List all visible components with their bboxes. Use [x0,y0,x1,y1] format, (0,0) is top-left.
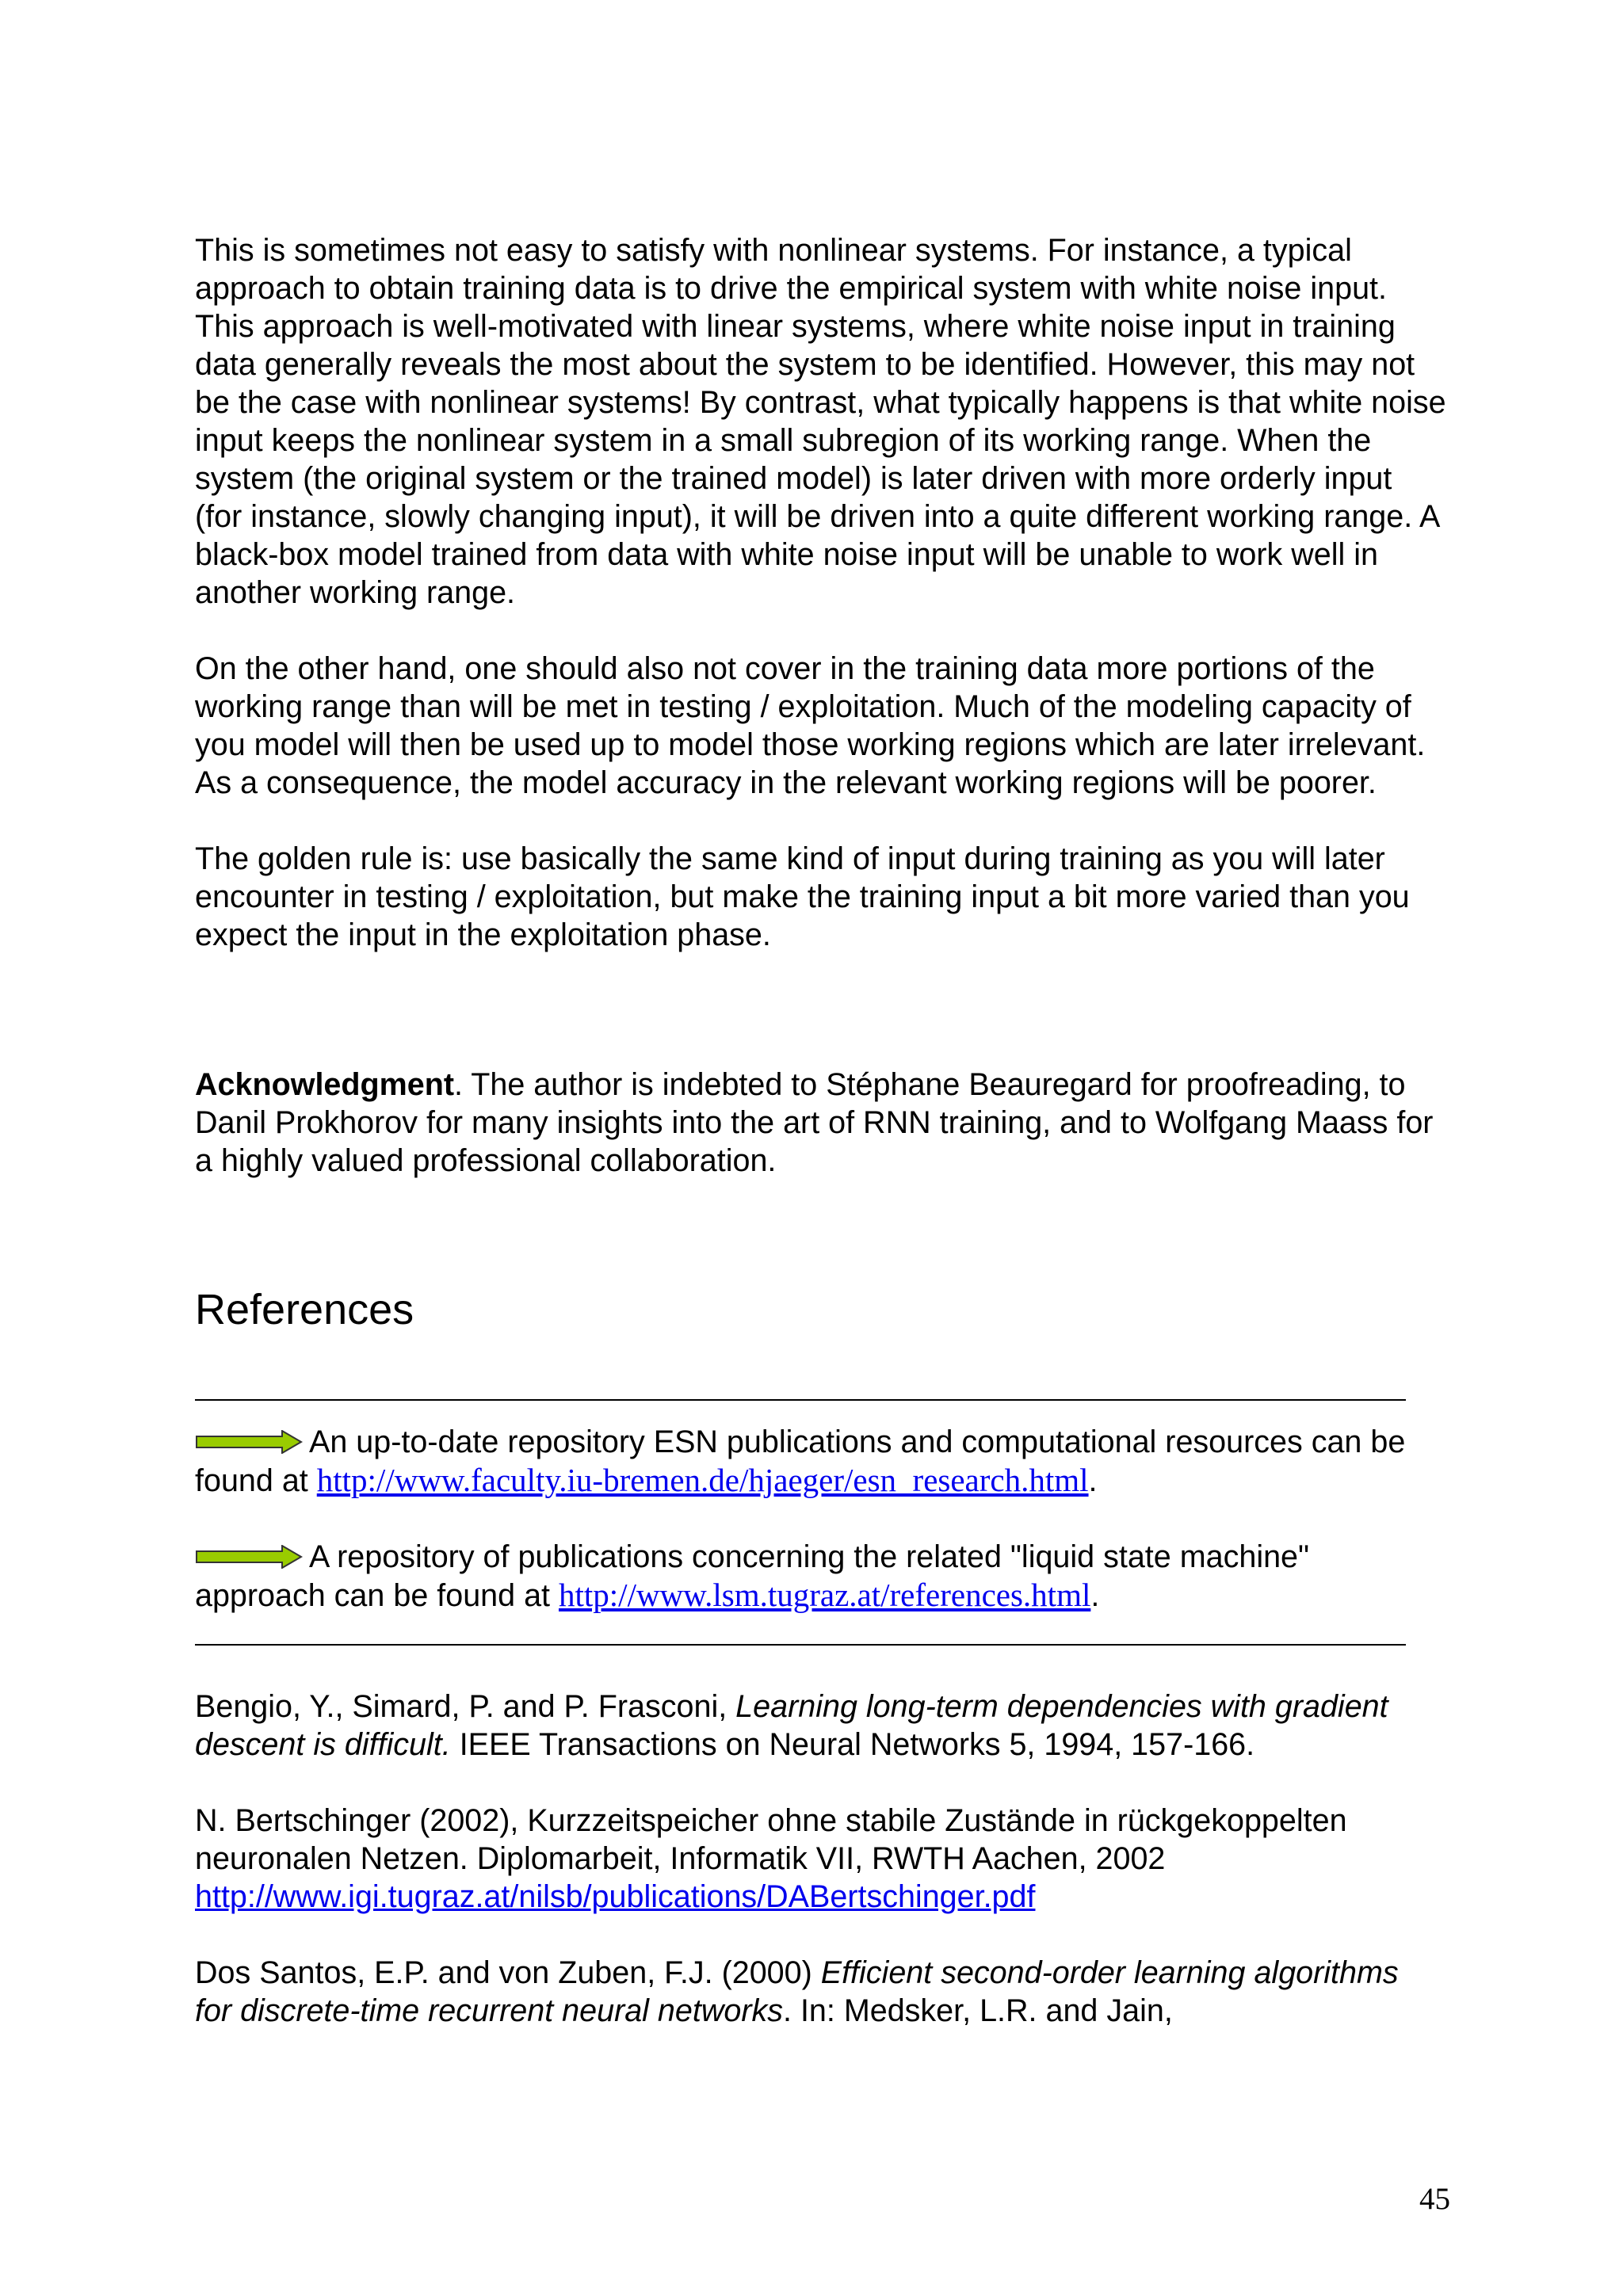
paragraph-1: This is sometimes not easy to satisfy with nonlinear systems. For instance, a typical approach to obtain training data is to drive the empirical system with white noise input. This approach is well-motivated with linear systems, where white noise input in training data generally reveals the most about the system to be identified. However, this may not be the case with nonlinear systems! By contrast, what typically happens is that white noise input keeps the nonlinear system in a small subregion of its working range. When the system (the original system or the trained model) is later driven with more orderly input (for instance, slowly changing input), it will be driven into a quite different working range. A black-box model trained from data with white noise input will be unable to work well in another working range. [195,233,1446,610]
ref-1-title: Learning long-term dependencies with gradient descent is difficult. [195,1689,1388,1762]
reference-entry [195,1954,1431,2030]
repository-notes [195,1423,1447,1615]
body-text [195,231,1447,954]
ref-2-link[interactable]: http://www.igi.tugraz.at/nilsb/publications/DABertschinger.pdf [195,1879,1036,1914]
acknowledgment-text: . The author is indebted to Stéphane Beauregard for proofreading, to Danil Prokhorov for many insights into the art of RNN training, and to Wolfgang Maass for a highly valued professional collaboration. [195,1067,1434,1178]
paragraph-2: On the other hand, one should also not cover in the training data more portions of the working range than will be met in testing / exploitation. Much of the modeling capacity of you model will then be used up to model those working regions which are later irrelevant. As a consequence, the model accuracy in the relevant working regions will be poorer. [195,651,1426,800]
divider-bottom [195,1644,1406,1646]
green-arrow-icon [195,1545,303,1569]
ref-2-text: N. Bertschinger (2002), Kurzzeitspeicher ohne stabile Zustände in rückgekoppelten neuronalen Netzen. Diplomarbeit, Informatik VII, RWTH Aachen, 2002 [195,1803,1347,1876]
page-number: 45 [1419,2182,1450,2216]
acknowledgment-label: Acknowledgment [195,1067,455,1102]
ref-1-source: IEEE Transactions on Neural Networks 5, 1994, 157-166. [450,1727,1255,1762]
reference-entry [195,1802,1431,1916]
ref-3-authors: Dos Santos, E.P. and von Zuben, F.J. (2000) [195,1955,821,1990]
reference-list [195,1688,1431,2030]
note-2 [195,1538,1447,1615]
note-1 [195,1423,1447,1500]
divider-top [195,1399,1406,1401]
ref-1-authors: Bengio, Y., Simard, P. and P. Frasconi, [195,1689,736,1724]
reference-entry [195,1688,1431,1764]
note-2-text: A repository of publications concerning the related "liquid state machine" approach can be found at [195,1539,1310,1613]
green-arrow-icon [195,1430,303,1454]
note-2-period: . [1090,1578,1100,1613]
references-heading: References [195,1286,414,1333]
paragraph-3: The golden rule is: use basically the same kind of input during training as you will later encounter in testing / exploitation, but make the training input a bit more varied than you expect the input in the exploitation phase. [195,841,1410,952]
ref-3-title: Efficient second-order learning algorithms for discrete-time recurrent neural networks [195,1955,1399,2028]
note-1-text: An up-to-date repository ESN publications and computational resources can be found at [195,1425,1406,1498]
note-1-link[interactable]: http://www.faculty.iu-bremen.de/hjaeger/esn_research.html [316,1462,1089,1498]
ref-3-source: . In: Medsker, L.R. and Jain, [783,1993,1173,2028]
note-1-period: . [1088,1463,1098,1498]
note-2-link[interactable]: http://www.lsm.tugraz.at/references.html [559,1577,1091,1613]
acknowledgment [195,1066,1447,1180]
